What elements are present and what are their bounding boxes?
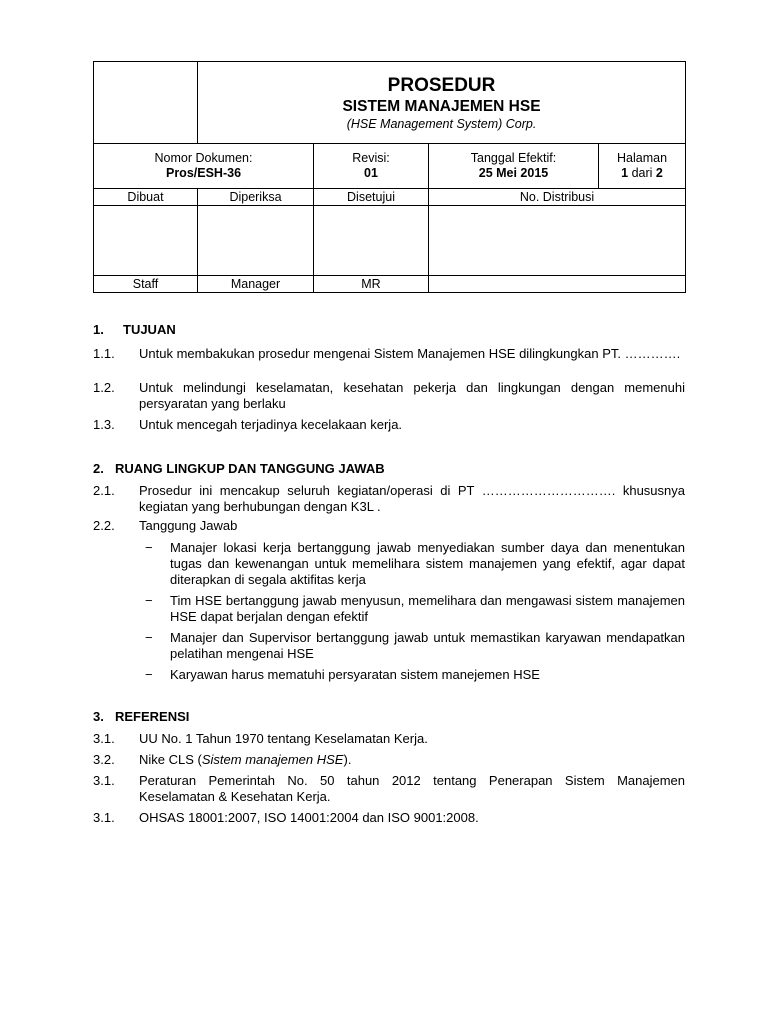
item-text: UU No. 1 Tahun 1970 tentang Keselamatan Kerja.: [139, 731, 428, 746]
title-cell: [198, 62, 686, 144]
list-item: [93, 483, 685, 515]
list-item: [93, 346, 685, 362]
page-cell: [599, 144, 686, 189]
sign-made: Staff: [94, 276, 198, 293]
item-text-italic: Sistem manajemen HSE: [201, 752, 344, 767]
doc-subtitle-en: (HSE Management System) Corp.: [346, 117, 537, 131]
signature-approved: [314, 206, 429, 276]
sign-approved: MR: [314, 276, 429, 293]
item-number: 3.2.: [93, 752, 115, 767]
revision-value: 01: [364, 166, 378, 180]
effective-date-label: Tanggal Efektif:: [470, 151, 557, 165]
revision-cell: [314, 144, 429, 189]
dash-icon: −: [145, 630, 153, 645]
item-text: Tanggung Jawab: [139, 518, 238, 533]
col-approved: Disetujui: [314, 189, 429, 206]
section-number: 2.: [93, 461, 104, 476]
bullet-text: Manajer dan Supervisor bertanggung jawab untuk memastikan karyawan mendapatkan pelatihan mengenai HSE: [170, 630, 685, 661]
page-label: Halaman: [617, 151, 668, 165]
col-distribution: No. Distribusi: [429, 189, 686, 206]
section-title: REFERENSI: [115, 709, 190, 724]
section-title: RUANG LINGKUP DAN TANGGUNG JAWAB: [115, 461, 385, 476]
list-item: [93, 417, 685, 433]
header-table: [93, 61, 686, 293]
dash-icon: −: [145, 667, 153, 682]
bullet-item: [145, 540, 685, 588]
item-text: Untuk mencegah terjadinya kecelakaan kerja.: [139, 417, 403, 432]
bullet-item: [145, 630, 685, 662]
doc-number-cell: [94, 144, 314, 189]
item-number: 3.1.: [93, 773, 115, 788]
item-number: 3.1.: [93, 731, 115, 746]
dash-icon: −: [145, 593, 153, 608]
item-number: 3.1.: [93, 810, 115, 825]
section-title: TUJUAN: [123, 322, 176, 337]
section-heading-1: [93, 322, 685, 338]
signature-made: [94, 206, 198, 276]
item-text: Untuk melindungi keselamatan, kesehatan pekerja dan lingkungan dengan memenuhi persyaratan yang berlaku: [139, 380, 685, 411]
revision-label: Revisi:: [352, 151, 390, 165]
bullet-text: Tim HSE bertanggung jawab menyusun, memelihara dan mengawasi sistem manajemen HSE dapat berjalan dengan efektif: [170, 593, 685, 624]
item-text-prefix: Nike CLS (: [139, 752, 202, 767]
col-checked: Diperiksa: [198, 189, 314, 206]
item-number: 2.1.: [93, 483, 115, 498]
page-of: dari: [631, 166, 653, 180]
doc-subtitle: SISTEM MANAJEMEN HSE: [342, 98, 541, 115]
page-current: 1: [621, 166, 629, 180]
list-item: [93, 810, 685, 826]
doc-number-value: Pros/ESH-36: [165, 166, 242, 180]
bullet-text: Karyawan harus mematuhi persyaratan sistem manejemen HSE: [170, 667, 540, 682]
section-heading-2: [93, 461, 685, 477]
sign-checked: Manager: [198, 276, 314, 293]
item-text: Prosedur ini mencakup seluruh kegiatan/operasi di PT …………………………. khususnya kegiatan yang berhubungan dengan K3L .: [139, 483, 685, 514]
list-item: [93, 752, 685, 768]
doc-title: PROSEDUR: [387, 75, 496, 96]
section-number: 3.: [93, 709, 104, 724]
distribution-area: [429, 206, 686, 276]
item-number: 1.3.: [93, 417, 115, 432]
section-heading-3: [93, 709, 685, 725]
list-item: [93, 773, 685, 805]
bullet-text: Manajer lokasi kerja bertanggung jawab menyediakan sumber daya dan menentukan tugas dan kewenangan untuk memelihara sistem manajemen yang efektif, agar dapat diterapkan di segala aktifitas kerja: [170, 540, 685, 587]
sign-distribution: [429, 276, 686, 293]
effective-date-cell: [429, 144, 599, 189]
item-text: [139, 752, 685, 768]
item-number: 1.2.: [93, 380, 115, 395]
doc-number-label: Nomor Dokumen:: [154, 151, 253, 165]
item-text: OHSAS 18001:2007, ISO 14001:2004 dan ISO 9001:2008.: [139, 810, 479, 825]
effective-date-value: 25 Mei 2015: [478, 166, 549, 180]
bullet-item: [145, 667, 685, 683]
page-total: 2: [655, 166, 663, 180]
logo-cell: [94, 62, 198, 144]
col-made: Dibuat: [94, 189, 198, 206]
item-number: 1.1.: [93, 346, 115, 361]
section-number: 1.: [93, 322, 104, 337]
item-text: Peraturan Pemerintah No. 50 tahun 2012 tentang Penerapan Sistem Manajemen Keselamatan & Kesehatan Kerja.: [139, 773, 685, 804]
bullet-item: [145, 593, 685, 625]
list-item: [93, 731, 685, 747]
item-number: 2.2.: [93, 518, 115, 533]
signature-checked: [198, 206, 314, 276]
dash-icon: −: [145, 540, 153, 555]
list-item: [93, 380, 685, 412]
item-text-suffix: ).: [343, 752, 352, 767]
item-text: Untuk membakukan prosedur mengenai Sistem Manajemen HSE dilingkungkan PT. ………….: [139, 346, 681, 361]
list-item: [93, 518, 685, 534]
